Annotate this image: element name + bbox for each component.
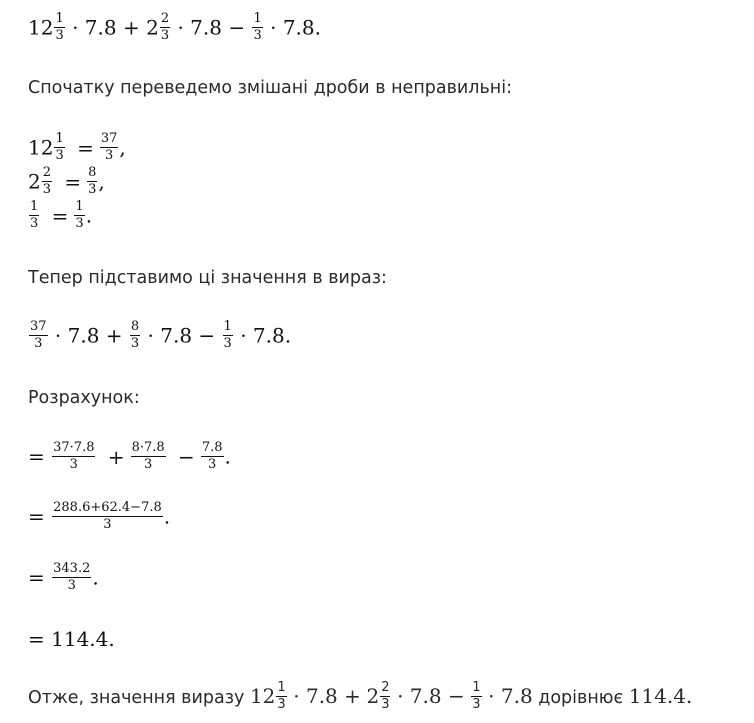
conversion-line-2: 2 $\frac{2}{3}$ = $\frac{8}{3}$ , bbox=[28, 165, 105, 197]
substituted-expression: $\frac{37}{3}$ · 7.8 + $\frac{8}{3}$ · 7.8 − $\frac{1}{3}$ · 7.8. bbox=[30, 319, 292, 351]
substitute-text: Тепер підставимо ці значення в вираз: bbox=[28, 268, 387, 288]
operator-text: · 7.8 + bbox=[72, 15, 140, 40]
whole-part: 12 bbox=[28, 15, 54, 40]
conclusion-prefix: Отже, значення виразу bbox=[28, 688, 245, 709]
calculation-heading: Розрахунок: bbox=[28, 388, 140, 408]
fraction: $\frac{2}{3}$ bbox=[42, 165, 52, 197]
fraction: $\frac{2}{3}$ bbox=[381, 680, 390, 712]
fraction: $\frac{1}{3}$ bbox=[277, 680, 286, 712]
fraction: $\frac{8}{3}$ bbox=[88, 165, 97, 197]
final-result: 114.4. bbox=[628, 684, 693, 709]
fraction: $\frac{288.6+62.4-7.8}{3}$ bbox=[53, 500, 162, 532]
original-expression bbox=[28, 11, 321, 44]
conclusion-suffix: дорівнює bbox=[538, 688, 624, 709]
fraction: $\frac{37}{3}$ bbox=[100, 131, 118, 163]
fraction: $\frac{343.2}{3}$ bbox=[53, 561, 91, 593]
fraction: $\frac{1}{3}$ bbox=[223, 319, 232, 351]
calculation-result: = 114.4. bbox=[28, 627, 115, 651]
calculation-step-3: = $\frac{343.2}{3}$ . bbox=[28, 561, 99, 593]
fraction: $\frac{8\cdot 7.8}{3}$ bbox=[131, 440, 165, 472]
fraction: $\frac{1}{3}$ bbox=[30, 199, 39, 231]
fraction: $\frac{1}{3}$ bbox=[253, 11, 262, 43]
fraction: $\frac{1}{3}$ bbox=[75, 199, 84, 231]
conversion-line-1: 12 $\frac{1}{3}$ = $\frac{37}{3}$ , bbox=[28, 131, 126, 163]
fraction: $\frac{1}{3}$ bbox=[472, 680, 481, 712]
fraction: $\frac{1}{3}$ bbox=[55, 131, 64, 163]
fraction: $\frac{37}{3}$ bbox=[30, 319, 47, 351]
intro-text: Спочатку переведемо змішані дроби в неправильні: bbox=[28, 78, 512, 98]
fraction: $\frac{7.8}{3}$ bbox=[201, 440, 223, 472]
fraction: $\frac{37\cdot 7.8}{3}$ bbox=[53, 440, 95, 472]
conclusion: Отже, значення виразу 12 $\frac{1}{3}$ · 7.8 + 2 $\frac{2}{3}$ · 7.8 − $\frac{1}{3}$ · 7.8 дорівнює 114.4. bbox=[28, 680, 693, 712]
fraction: $\frac{8}{3}$ bbox=[130, 319, 140, 351]
conversion-line-3: $\frac{1}{3}$ = $\frac{1}{3}$ . bbox=[30, 199, 93, 231]
whole-part: 2 bbox=[146, 15, 159, 40]
operator-text: · 7.8 − bbox=[177, 15, 246, 40]
calculation-step-2: = $\frac{288.6+62.4-7.8}{3}$ . bbox=[28, 500, 171, 532]
calculation-step-1: = $\frac{37\cdot 7.8}{3}$ + $\frac{8\cdot 7.8}{3}$ − $\frac{7.8}{3}$ . bbox=[28, 440, 231, 472]
operator-text: · 7.8. bbox=[270, 15, 321, 40]
fraction: $\frac{2}{3}$ bbox=[160, 11, 170, 43]
fraction: $\frac{1}{3}$ bbox=[55, 11, 64, 43]
